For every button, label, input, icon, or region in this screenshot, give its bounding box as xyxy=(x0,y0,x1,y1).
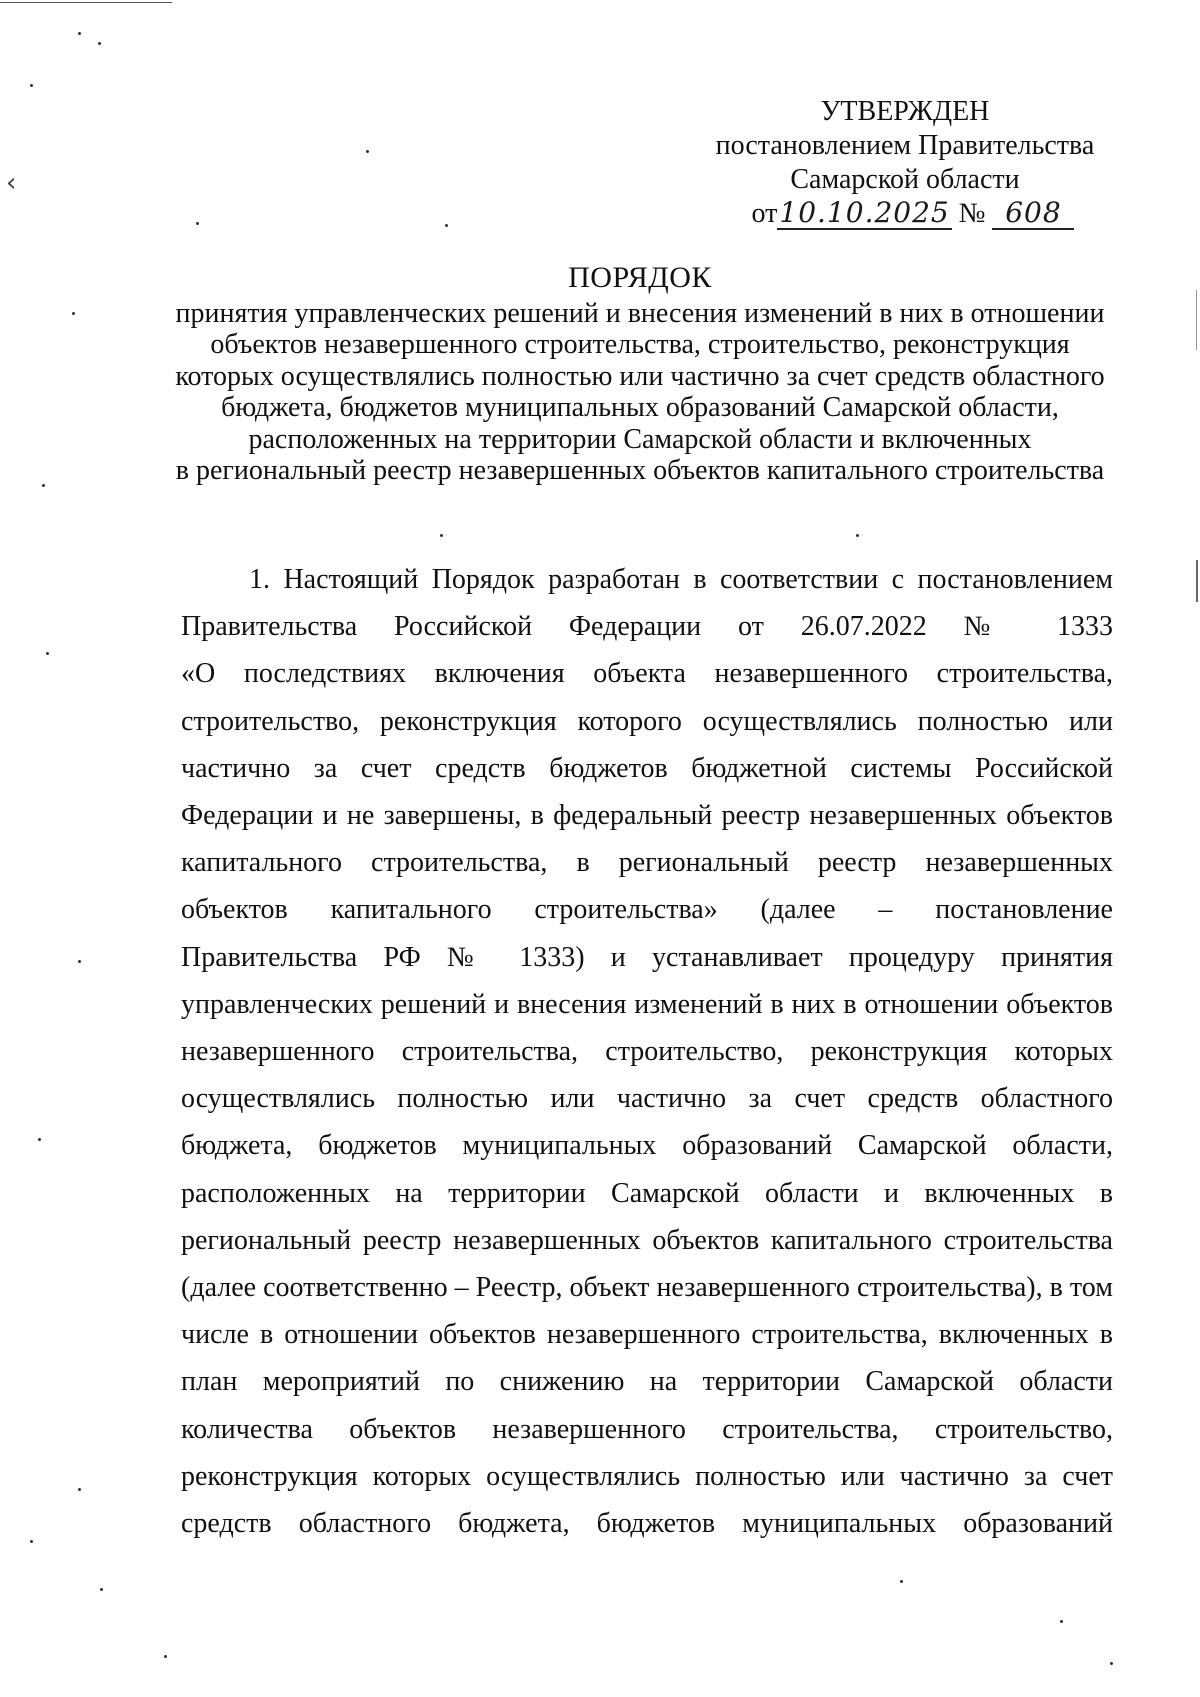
approval-date-row xyxy=(716,197,1110,231)
scan-speck xyxy=(1060,1620,1063,1623)
body-line: числе в отношении объектов незавершенного строительства, включенных в xyxy=(181,1319,1113,1351)
scan-artifact-edge xyxy=(1196,290,1197,350)
body-line: 1. Настоящий Порядок разработан в соответствии с постановлением xyxy=(249,564,1113,595)
scan-speck xyxy=(78,960,81,963)
scan-speck xyxy=(1110,1662,1113,1665)
body-line: частично за счет средств бюджетов бюджетной системы Российской xyxy=(181,752,1113,784)
scan-artifact-edge xyxy=(1196,560,1198,602)
body-line: Правительства Российской Федерации от 26.07.2022 № 1333 xyxy=(181,611,1113,643)
document-title xyxy=(170,262,1110,487)
approval-heading: УТВЕРЖДЕН xyxy=(820,96,990,127)
scan-speck xyxy=(445,224,448,227)
scan-speck xyxy=(900,1580,903,1583)
scan-speck xyxy=(78,1488,81,1491)
approval-authority: постановлением Правительства xyxy=(715,130,1095,161)
title-line: объектов незавершенного строительства, строительство, реконструкция xyxy=(210,329,1070,360)
body-line: (далее соответственно – Реестр, объект незавершенного строительства), в том xyxy=(181,1272,1113,1304)
title-line: в региональный реестр незавершенных объектов капитального строительства xyxy=(175,455,1105,486)
body-line: Федерации и не завершены, в федеральный реестр незавершенных объектов xyxy=(181,800,1113,832)
handwritten-number: 608 xyxy=(992,198,1074,230)
handwritten-date: 10.10.2025 xyxy=(779,196,950,229)
scan-speck xyxy=(164,1655,167,1658)
body-line: региональный реестр незавершенных объектов капитального строительства xyxy=(181,1224,1113,1256)
approval-stamp-block xyxy=(700,95,1110,231)
scan-speck xyxy=(38,1138,41,1141)
body-line: реконструкция которых осуществлялись полностью или частично за счет xyxy=(181,1460,1113,1492)
scan-speck xyxy=(46,652,49,655)
body-line: бюджета, бюджетов муниципальных образований Самарской области, xyxy=(181,1130,1113,1162)
scan-speck xyxy=(30,1540,33,1543)
scan-speck xyxy=(196,222,199,225)
date-prefix: от xyxy=(751,198,778,229)
scan-speck xyxy=(366,150,369,153)
body-line: средств областного бюджета, бюджетов муниципальных образований xyxy=(181,1508,1113,1540)
body-line: осуществлялись полностью или частично за счет средств областного xyxy=(181,1083,1113,1115)
body-line: незавершенного строительства, строительство, реконструкция которых xyxy=(181,1036,1113,1068)
scan-artifact-line xyxy=(0,2,172,3)
title-heading: ПОРЯДОК xyxy=(568,261,712,294)
title-line: расположенных на территории Самарской области и включенных xyxy=(248,423,1032,455)
scan-speck xyxy=(100,1588,103,1591)
title-line: бюджета, бюджетов муниципальных образований Самарской области, xyxy=(221,392,1059,423)
body-line: количества объектов незавершенного строительства, строительство, xyxy=(181,1413,1113,1445)
body-line: управленческих решений и внесения изменений в них в отношении объектов xyxy=(181,988,1113,1020)
scan-speck xyxy=(440,534,443,537)
scan-speck xyxy=(42,484,45,487)
body-line: строительство, реконструкция которого осуществлялись полностью или xyxy=(181,705,1113,737)
scan-speck xyxy=(30,84,33,87)
scan-artifact-mark: ‹ xyxy=(6,168,17,198)
approval-region: Самарской области xyxy=(790,164,1020,195)
body-line: капитального строительства, в региональный реестр незавершенных xyxy=(181,847,1113,879)
body-line: план мероприятий по снижению на территории Самарской области xyxy=(181,1366,1113,1398)
body-line: расположенных на территории Самарской области и включенных в xyxy=(181,1177,1113,1209)
title-line: которых осуществлялись полностью или частично за счет средств областного xyxy=(175,360,1105,392)
scan-speck xyxy=(98,42,101,45)
body-line: Правительства РФ № 1333) и устанавливает процедуру принятия xyxy=(181,941,1113,973)
body-line: объектов капитального строительства» (далее – постановление xyxy=(181,894,1113,926)
body-line: «О последствиях включения объекта незавершенного строительства, xyxy=(181,658,1113,690)
scan-speck xyxy=(78,32,81,35)
title-line: принятия управленческих решений и внесения изменений в них в отношении xyxy=(175,297,1105,329)
number-sign: № xyxy=(958,198,986,229)
scan-speck xyxy=(856,534,859,537)
scan-speck xyxy=(72,312,75,315)
body-paragraph xyxy=(181,556,1113,1547)
